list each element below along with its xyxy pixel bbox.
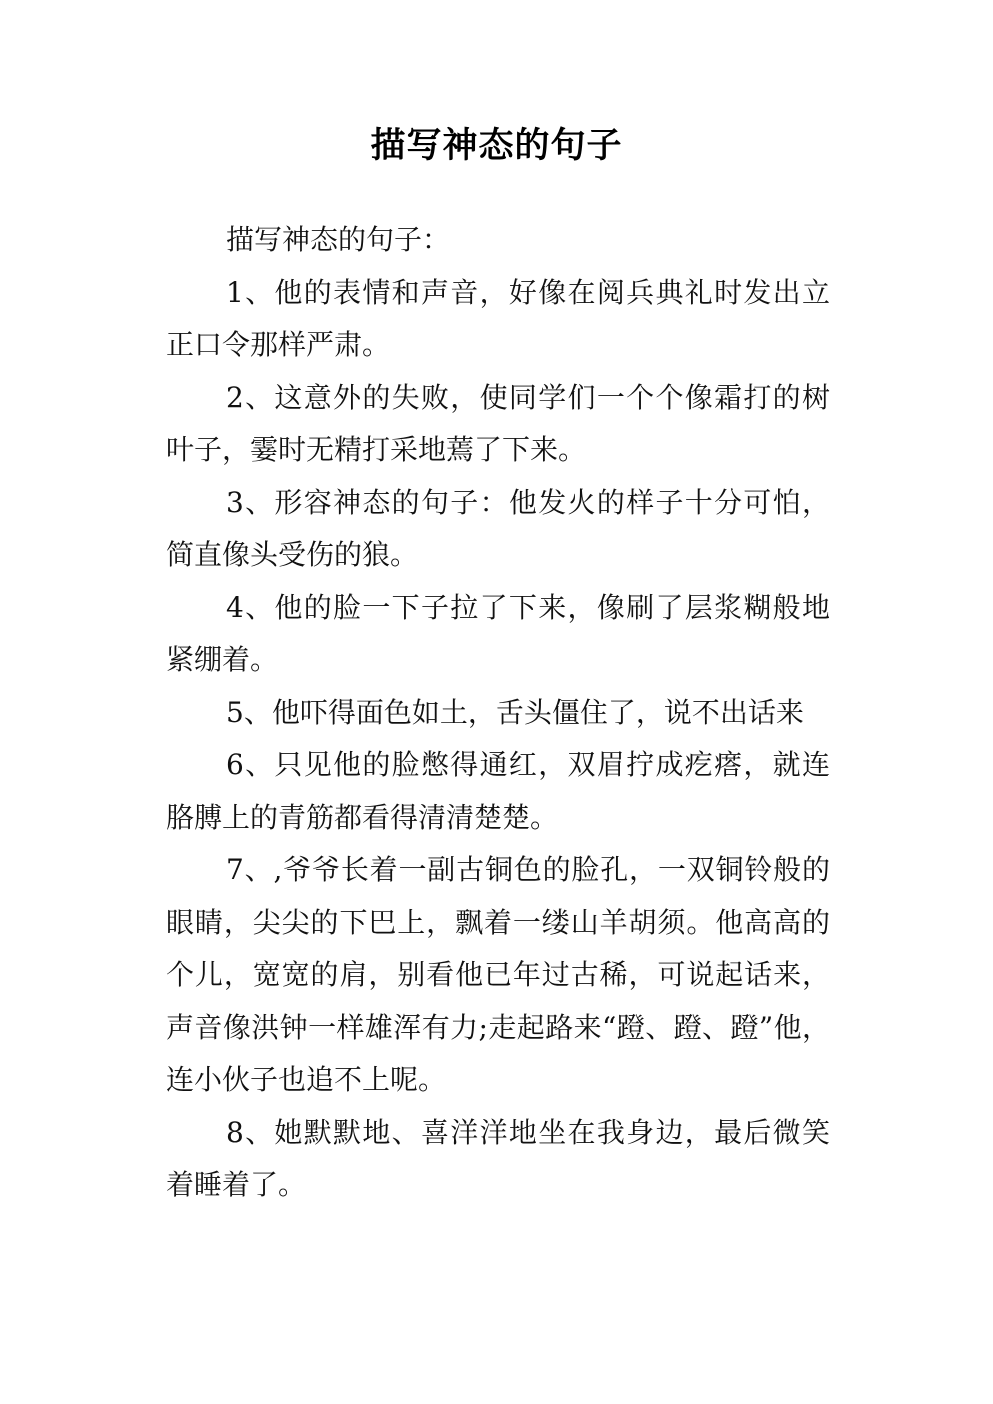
sentence-item-4: 4、他的脸一下子拉了下来，像刷了层浆糊般地紧绷着。 [166, 590, 830, 676]
sentence-item-6: 6、只见他的脸憋得通红，双眉拧成疙瘩，就连胳膊上的青筋都看得清清楚楚。 [166, 748, 830, 834]
sentence-item-5: 5、他吓得面色如土，舌头僵住了，说不出话来 [226, 695, 804, 729]
intro-paragraph: 描写神态的句子： [226, 223, 451, 256]
document-body [166, 214, 830, 1212]
sentence-item-2: 2、这意外的失败，使同学们一个个像霜打的树叶子，霎时无精打采地蔫了下来。 [166, 380, 830, 466]
sentence-item-3: 3、形容神态的句子：他发火的样子十分可怕，简直像头受伤的狼。 [166, 485, 830, 571]
document-title: 描写神态的句子 [370, 126, 623, 166]
sentence-item-1: 1、他的表情和声音，好像在阅兵典礼时发出立正口令那样严肃。 [166, 275, 830, 361]
sentence-item-8: 8、她默默地、喜洋洋地坐在我身边，最后微笑着睡着了。 [166, 1115, 830, 1201]
sentence-item-7: 7、,爷爷长着一副古铜色的脸孔，一双铜铃般的眼睛，尖尖的下巴上，飘着一缕山羊胡须。他高高的个儿，宽宽的肩，别看他已年过古稀，可说起话来，声音像洪钟一样雄浑有力;走起路来“蹬、蹬、蹬”他，连小伙子也追不上呢。 [166, 853, 830, 1096]
